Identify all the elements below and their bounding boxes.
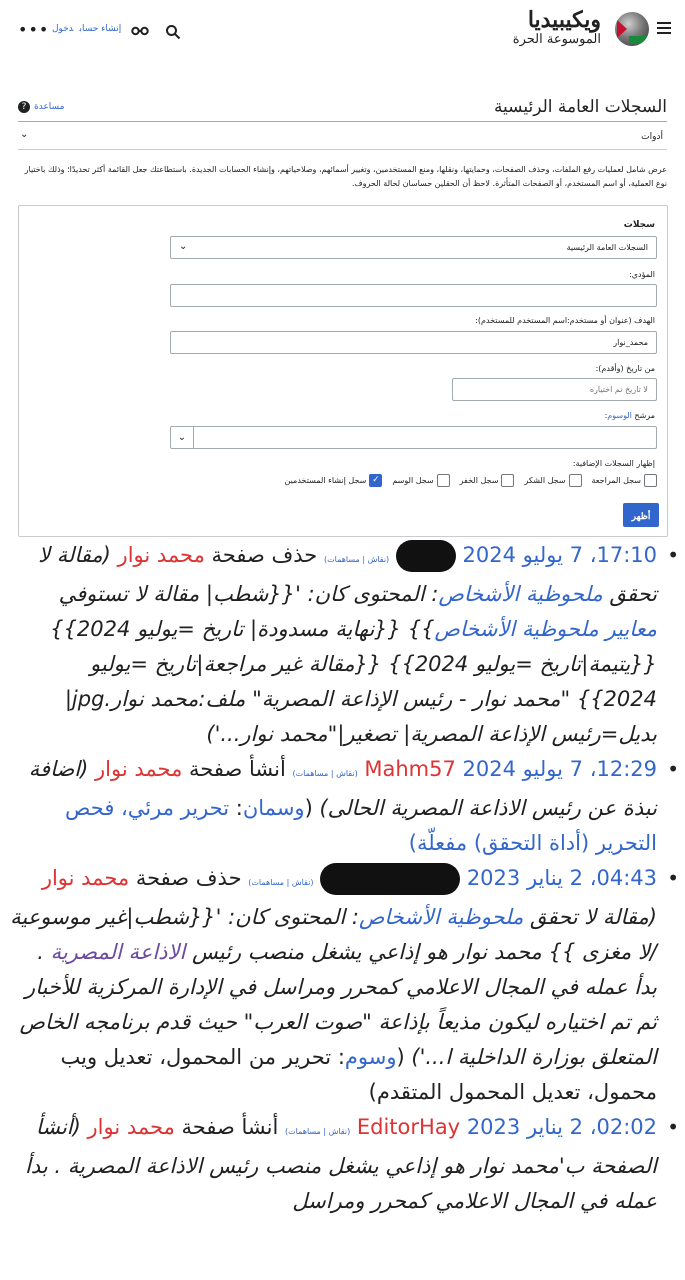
entry-kind: صفحة — [189, 757, 243, 781]
checkbox-box[interactable] — [501, 474, 514, 487]
checkbox-label: سجل الخفر — [459, 476, 499, 485]
login-link[interactable]: دخول — [52, 24, 74, 34]
checkbox-label: سجل الشكر — [524, 476, 566, 485]
user-links — [46, 24, 121, 34]
tag-filter-select[interactable] — [170, 426, 657, 449]
checkbox-label: سجل المراجعة — [591, 476, 641, 485]
entry-action: حذف — [271, 543, 318, 567]
tags-values[interactable]: تحرير مرئي، فحص التحرير (أداة التحقق) مفعلّة) — [65, 796, 657, 855]
redacted-user — [320, 863, 460, 895]
reason-text: (مقالة لا تحقق — [38, 543, 657, 606]
entry-action: حذف — [195, 866, 242, 890]
date-label: من تاريخ (وأقدم): — [595, 364, 655, 373]
entry-kind: صفحة — [135, 866, 190, 890]
tags-values: تحرير من المحمول، تعديل ويب محمول، تعديل المحمول المتقدم) — [60, 1045, 657, 1104]
log-type-select[interactable] — [170, 236, 657, 259]
entry-page-link[interactable]: محمد نوار — [41, 866, 130, 890]
list-item — [8, 861, 657, 1110]
user-tool-links: (نقاش | مساهمات) — [285, 1127, 351, 1136]
radio-link[interactable]: الاذاعة المصرية — [50, 940, 186, 964]
entry-time-link[interactable]: 02:02، 2 يناير 2023 — [466, 1115, 657, 1139]
entry-user-link[interactable]: EditorHay — [356, 1115, 461, 1139]
notability-link[interactable]: ملحوظية الأشخاص — [438, 582, 603, 606]
reason-text: . بدأ عمله في المجال الاعلامي كمحرر ومراسل في الإدارة المركزية للأخبار ثم تم اختياره ليكون مذيعاً بإذاعة "صوت العرب" حيث قدم برنامجه الخاص المتعلق بوزارة الداخلية ا...') — [19, 940, 657, 1069]
page-title: السجلات العامة الرئيسية — [493, 97, 667, 117]
reason-text: : المحتوى كان: '{{شطب|غير موسوعية /لا مغزى }} محمد نوار هو إذاعي يشغل منصب رئيس — [10, 905, 657, 964]
help-icon: ? — [18, 101, 30, 113]
checkbox-thanks-log[interactable] — [524, 474, 581, 487]
form-legend: سجلات — [623, 220, 655, 230]
contribs-link[interactable]: مساهمات — [251, 878, 285, 887]
talk-link[interactable]: نقاش — [291, 878, 311, 887]
checkbox-box-checked[interactable]: ✓ — [369, 474, 382, 487]
checkbox-label: سجل الوسم — [392, 476, 434, 485]
list-item — [8, 538, 657, 752]
checkbox-user-creation-log[interactable] — [285, 474, 383, 487]
target-label: الهدف (عنوان أو مستخدم:اسم المستخدم للمستخدم): — [475, 316, 655, 325]
user-tool-links: (نقاش | مساهمات) — [248, 878, 314, 887]
notability-link[interactable]: ملحوظية الأشخاص — [358, 905, 524, 929]
date-input[interactable] — [452, 378, 657, 401]
help-link[interactable] — [18, 101, 64, 113]
tags-link[interactable]: الوسوم — [607, 411, 632, 420]
chevron-down-icon[interactable]: ⌄ — [171, 427, 194, 448]
intro-text: عرض شامل لعمليات رفع الملفات، وحذف الصفحات، وحمايتها، ونقلها، ومنع المستخدمين، وتغيير أسمائهم، وصلاحياتهم، وإنشاء الحسابات الجديدة. باستطاعتك جعل القائمة أكثر تحديدًا؛ وذلك باختيار نوع العملية، أو اسم المستخدم، أو الصفحات المتأثرة. لاحظ أن الحقلين حساسان لحالة الحروف. — [24, 165, 667, 188]
wordmark[interactable] — [501, 8, 601, 48]
tag-label-prefix: مرشح — [631, 411, 655, 420]
entry-action: أنشأ — [241, 1115, 279, 1139]
log-filter-form — [18, 205, 668, 537]
checkbox-review-log[interactable] — [592, 474, 657, 487]
chevron-down-icon: ⌄ — [20, 129, 29, 140]
entry-time-link[interactable]: 12:29، 7 يوليو 2024 — [462, 757, 657, 781]
contribs-link[interactable]: مساهمات — [295, 769, 329, 778]
extra-logs-options — [285, 474, 657, 487]
more-icon[interactable]: ••• — [18, 20, 50, 39]
tools-label: أدوات — [641, 132, 663, 142]
log-type-value: السجلات العامة الرئيسية — [566, 243, 648, 252]
checkbox-patrol-log[interactable] — [460, 474, 515, 487]
checkbox-box[interactable] — [569, 474, 582, 487]
redacted-user — [396, 540, 456, 572]
entry-time-link[interactable]: 17:10، 7 يوليو 2024 — [462, 543, 657, 567]
menu-icon[interactable] — [657, 22, 671, 34]
extra-logs-label: إظهار السجلات الإضافية: — [572, 459, 655, 468]
list-item — [8, 1110, 657, 1219]
entry-summary: (اضافة نبذة عن رئيس الاذاعة المصرية الحالى) — [28, 757, 657, 820]
entry-page-link[interactable]: محمد نوار — [87, 1115, 175, 1139]
entry-tags: (وسمان: تحرير مرئي، فحص التحرير (أداة التحقق) مفعلّة) — [65, 796, 657, 855]
date-placeholder: لا تاريخ تم اختياره — [589, 385, 648, 394]
entry-reason — [38, 543, 657, 746]
checkbox-label: سجل إنشاء المستخدمين — [284, 476, 367, 485]
entry-time-link[interactable]: 04:43، 2 يناير 2023 — [466, 866, 657, 890]
entry-user-link[interactable]: Mahm57 — [364, 757, 456, 781]
list-item — [8, 752, 657, 861]
header — [0, 0, 685, 62]
glasses-icon[interactable] — [131, 26, 149, 36]
user-tool-links: (نقاش | مساهمات) — [323, 555, 390, 564]
show-button[interactable]: أظهر — [623, 503, 659, 527]
checkbox-tag-log[interactable] — [392, 474, 449, 487]
contribs-link[interactable]: مساهمات — [327, 555, 360, 564]
title-divider — [18, 121, 667, 122]
contribs-link[interactable]: مساهمات — [288, 1127, 321, 1136]
tag-filter-label — [605, 411, 655, 420]
user-tool-links: (نقاش | مساهمات) — [292, 769, 358, 778]
wordmark-tagline: الموسوعة الحرة — [512, 32, 601, 47]
entry-page-link[interactable]: محمد نوار — [117, 543, 205, 567]
create-account-link[interactable]: إنشاء حساب — [79, 24, 122, 34]
target-value: محمد_نوار — [613, 338, 648, 347]
reason-text: : المحتوى كان: '{{شطب| مقالة لا تستوفي — [58, 582, 439, 606]
search-icon[interactable] — [165, 24, 181, 40]
reason-text: (مقالة لا تحقق — [523, 905, 657, 929]
target-input[interactable] — [170, 331, 657, 354]
entry-page-link[interactable]: محمد نوار — [95, 757, 183, 781]
help-label: مساعدة — [34, 102, 65, 112]
performer-label: المؤدي: — [629, 270, 655, 279]
checkbox-box[interactable] — [437, 474, 450, 487]
checkbox-box[interactable] — [644, 474, 657, 487]
entry-summary: (أنشأ الصفحة ب'محمد نوار هو إذاعي يشغل منصب رئيس الاذاعة المصرية . بدأ عمله في المجال الاعلامي كمحرر ومراسل — [24, 1115, 657, 1213]
talk-link[interactable]: نقاش — [336, 769, 355, 778]
criteria-link[interactable]: معايير ملحوظية الأشخاص — [434, 617, 657, 641]
tags-link[interactable]: وسمان — [242, 796, 305, 820]
entry-kind: صفحة — [181, 1115, 235, 1139]
tags-link[interactable]: وسوم — [344, 1045, 397, 1069]
log-list — [0, 538, 685, 1219]
entry-action: أنشأ — [249, 757, 286, 781]
chevron-down-icon: ⌄ — [179, 241, 188, 252]
entry-kind: صفحة — [211, 543, 265, 567]
wordmark-title: ويكيبيديا — [527, 7, 601, 33]
reason-text: }} {{نهاية مسدودة| تاريخ =يوليو 2024}} {{يتيمة|تاريخ =يوليو 2024}} {{مقالة غير مراجعة|تاريخ =يوليو 2024}} "محمد نوار - رئيس الإذاعة المصرية" ملف:محمد نوار.jpg|بديل=رئيس الإذاعة المصرية| تصغير|"محمد نوار...') — [50, 617, 657, 746]
entry-tags: (وسوم: تحرير من المحمول، تعديل ويب محمول، تعديل المحمول المتقدم) — [60, 1045, 657, 1104]
talk-link[interactable]: نقاش — [367, 555, 387, 564]
tag-label-suffix: : — [604, 411, 608, 420]
tools-dropdown[interactable] — [18, 123, 667, 150]
performer-input[interactable] — [170, 284, 657, 307]
talk-link[interactable]: نقاش — [328, 1127, 348, 1136]
globe-logo-icon[interactable] — [615, 12, 649, 46]
